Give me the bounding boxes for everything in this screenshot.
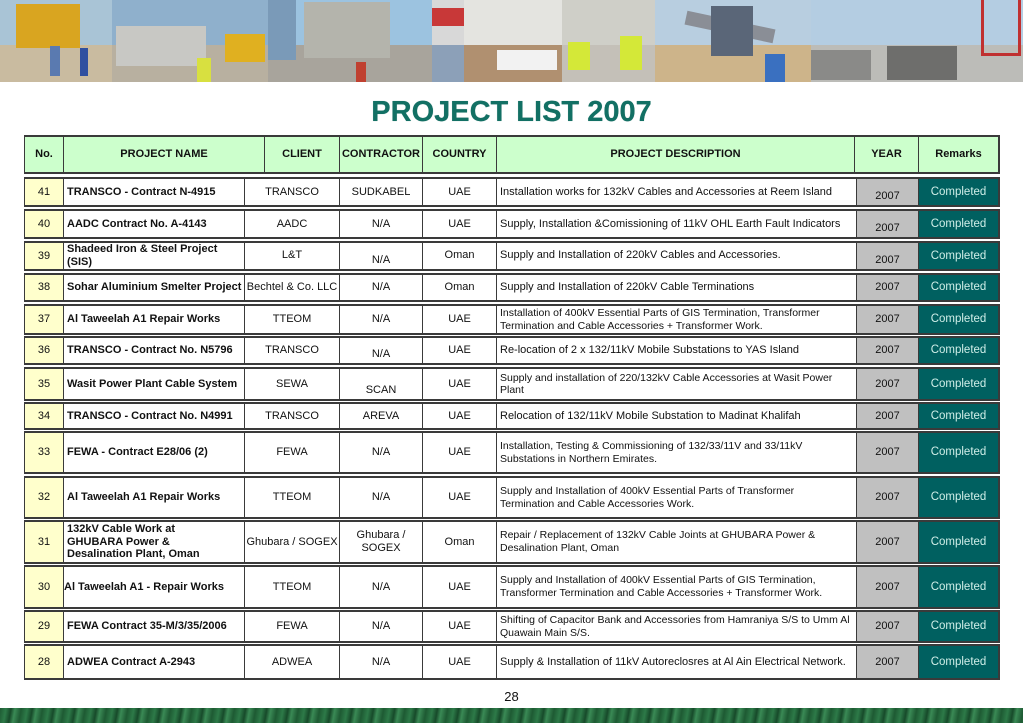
row-description: Supply and Installation of 220kV Cables and Accessories. (496, 241, 856, 271)
row-project-name: TRANSCO - Contract No. N5796 (63, 336, 244, 365)
row-year: 2007 (856, 177, 918, 207)
row-year: 2007 (856, 520, 918, 564)
row-year: 2007 (856, 644, 918, 680)
row-description: Repair / Replacement of 132kV Cable Joints at GHUBARA Power & Desalination Plant, Oman (496, 520, 856, 564)
row-contractor: N/A (339, 304, 422, 335)
status-badge: Completed (918, 431, 1000, 474)
header-client: CLIENT (264, 135, 339, 174)
row-project-name: Al Taweelah A1 Repair Works (63, 476, 244, 519)
table-row (24, 520, 1000, 564)
table-row (24, 336, 1000, 365)
row-client: TRANSCO (244, 336, 339, 365)
header-description: PROJECT DESCRIPTION (496, 135, 854, 174)
status-badge: Completed (918, 177, 1000, 207)
row-description: Supply and Installation of 220kV Cable Terminations (496, 273, 856, 302)
table-row (24, 273, 1000, 302)
row-country: UAE (422, 367, 496, 401)
row-project-name: ADWEA Contract A-2943 (63, 644, 244, 680)
header-no: No. (24, 135, 63, 174)
worker-closeup-photo (432, 0, 464, 82)
row-client: ADWEA (244, 644, 339, 680)
row-description: Supply & Installation of 11kV Autoreclosres at Al Ain Electrical Network. (496, 644, 856, 680)
row-client: TTEOM (244, 565, 339, 609)
row-client: FEWA (244, 610, 339, 643)
row-no: 37 (24, 304, 63, 335)
row-project-name: Al Taweelah A1 - Repair Works (63, 565, 244, 609)
row-client: TTEOM (244, 476, 339, 519)
row-client: TRANSCO (244, 177, 339, 207)
table-row (24, 304, 1000, 335)
header-year: YEAR (854, 135, 918, 174)
page-title: PROJECT LIST 2007 (371, 96, 652, 128)
table-row (24, 241, 1000, 271)
row-year: 2007 (856, 367, 918, 401)
row-client: TTEOM (244, 304, 339, 335)
row-description: Supply and Installation of 400kV Essential Parts of Transformer Termination and Cable Accessories Work. (496, 476, 856, 519)
page-number: 28 (504, 689, 519, 704)
row-year: 2007 (856, 476, 918, 519)
row-no: 40 (24, 209, 63, 239)
row-country: UAE (422, 565, 496, 609)
row-country: Oman (422, 241, 496, 271)
table-row (24, 565, 1000, 609)
transformer-rigging-photo (655, 0, 811, 82)
row-client: TRANSCO (244, 402, 339, 430)
row-year: 2007 (856, 209, 918, 239)
row-description: Installation of 400kV Essential Parts of GIS Termination, Transformer Termination and Cable Accessories + Transformer Work. (496, 304, 856, 335)
row-country: UAE (422, 304, 496, 335)
row-no: 29 (24, 610, 63, 643)
row-year: 2007 (856, 273, 918, 302)
row-no: 35 (24, 367, 63, 401)
row-no: 32 (24, 476, 63, 519)
row-year: 2007 (856, 431, 918, 474)
row-contractor: N/A (339, 241, 422, 271)
row-description: Supply and Installation of 400kV Essential Parts of GIS Termination, Transformer Termination and Cable Accessories + Transformer Work. (496, 565, 856, 609)
row-description: Relocation of 132/11kV Mobile Substation to Madinat Khalifah (496, 402, 856, 430)
row-project-name: Sohar Aluminium Smelter Project (63, 273, 244, 302)
row-client: FEWA (244, 431, 339, 474)
row-year: 2007 (856, 402, 918, 430)
row-project-name: 132kV Cable Work at GHUBARA Power & Desalination Plant, Oman (63, 520, 244, 564)
table-row (24, 644, 1000, 680)
row-contractor: N/A (339, 644, 422, 680)
row-no: 31 (24, 520, 63, 564)
row-contractor: N/A (339, 565, 422, 609)
status-badge: Completed (918, 241, 1000, 271)
row-project-name: Shadeed Iron & Steel Project (SIS) (63, 241, 244, 271)
row-project-name: Wasit Power Plant Cable System (63, 367, 244, 401)
table-row (24, 177, 1000, 207)
header-remarks: Remarks (918, 135, 1000, 174)
table-row (24, 402, 1000, 430)
substation-tower-photo (811, 0, 1023, 82)
row-contractor: AREVA (339, 402, 422, 430)
row-no: 28 (24, 644, 63, 680)
status-badge: Completed (918, 336, 1000, 365)
row-no: 41 (24, 177, 63, 207)
row-no: 33 (24, 431, 63, 474)
status-badge: Completed (918, 610, 1000, 643)
generator-crane-photo (0, 0, 112, 82)
row-country: UAE (422, 402, 496, 430)
status-badge: Completed (918, 367, 1000, 401)
table-row (24, 367, 1000, 401)
row-country: UAE (422, 431, 496, 474)
status-badge: Completed (918, 644, 1000, 680)
table-row (24, 209, 1000, 239)
status-badge: Completed (918, 565, 1000, 609)
header-contractor: CONTRACTOR (339, 135, 422, 174)
row-description: Supply, Installation &Comissioning of 11kV OHL Earth Fault Indicators (496, 209, 856, 239)
status-badge: Completed (918, 476, 1000, 519)
row-country: UAE (422, 209, 496, 239)
row-country: UAE (422, 610, 496, 643)
row-project-name: FEWA - Contract E28/06 (2) (63, 431, 244, 474)
workers-vests-photo (562, 0, 655, 82)
row-year: 2007 (856, 304, 918, 335)
row-description: Installation, Testing & Commissioning of 132/33/11V and 33/11kV Substations in Northern Emirates. (496, 431, 856, 474)
status-badge: Completed (918, 304, 1000, 335)
header-country: COUNTRY (422, 135, 496, 174)
status-badge: Completed (918, 520, 1000, 564)
row-project-name: Al Taweelah A1 Repair Works (63, 304, 244, 335)
row-no: 30 (24, 565, 63, 609)
row-country: UAE (422, 177, 496, 207)
testing-equipment-photo (464, 0, 562, 82)
row-client: Ghubara / SOGEX (244, 520, 339, 564)
row-country: UAE (422, 476, 496, 519)
row-year: 2007 (856, 241, 918, 271)
equipment-lift-photo (112, 0, 268, 82)
status-badge: Completed (918, 273, 1000, 302)
row-country: UAE (422, 644, 496, 680)
row-country: UAE (422, 336, 496, 365)
row-client: Bechtel & Co. LLC (244, 273, 339, 302)
row-description: Re-location of 2 x 132/11kV Mobile Substations to YAS Island (496, 336, 856, 365)
row-country: Oman (422, 520, 496, 564)
row-year: 2007 (856, 610, 918, 643)
status-badge: Completed (918, 209, 1000, 239)
row-contractor: N/A (339, 336, 422, 365)
header-project-name: PROJECT NAME (63, 135, 264, 174)
row-country: Oman (422, 273, 496, 302)
row-no: 36 (24, 336, 63, 365)
transformer-city-photo (268, 0, 432, 82)
row-year: 2007 (856, 565, 918, 609)
footer-texture-band (0, 708, 1023, 723)
row-client: L&T (244, 241, 339, 271)
row-project-name: AADC Contract No. A-4143 (63, 209, 244, 239)
row-project-name: FEWA Contract 35-M/3/35/2006 (63, 610, 244, 643)
row-contractor: SCAN (339, 367, 422, 401)
row-no: 39 (24, 241, 63, 271)
row-description: Supply and installation of 220/132kV Cable Accessories at Wasit Power Plant (496, 367, 856, 401)
row-contractor: N/A (339, 209, 422, 239)
table-header (24, 135, 1000, 174)
table-row (24, 610, 1000, 643)
row-contractor: SUDKABEL (339, 177, 422, 207)
row-no: 34 (24, 402, 63, 430)
row-client: SEWA (244, 367, 339, 401)
row-contractor: Ghubara / SOGEX (339, 520, 422, 564)
row-description: Shifting of Capacitor Bank and Accessories from Hamraniya S/S to Umm Al Quawain Main S/S. (496, 610, 856, 643)
status-badge: Completed (918, 402, 1000, 430)
row-contractor: N/A (339, 431, 422, 474)
photo-banner (0, 0, 1023, 82)
row-no: 38 (24, 273, 63, 302)
row-contractor: N/A (339, 273, 422, 302)
row-description: Installation works for 132kV Cables and Accessories at Reem Island (496, 177, 856, 207)
table-row (24, 431, 1000, 474)
row-project-name: TRANSCO - Contract No. N4991 (63, 402, 244, 430)
row-contractor: N/A (339, 610, 422, 643)
row-year: 2007 (856, 336, 918, 365)
row-client: AADC (244, 209, 339, 239)
row-contractor: N/A (339, 476, 422, 519)
table-row (24, 476, 1000, 519)
row-project-name: TRANSCO - Contract N-4915 (63, 177, 244, 207)
